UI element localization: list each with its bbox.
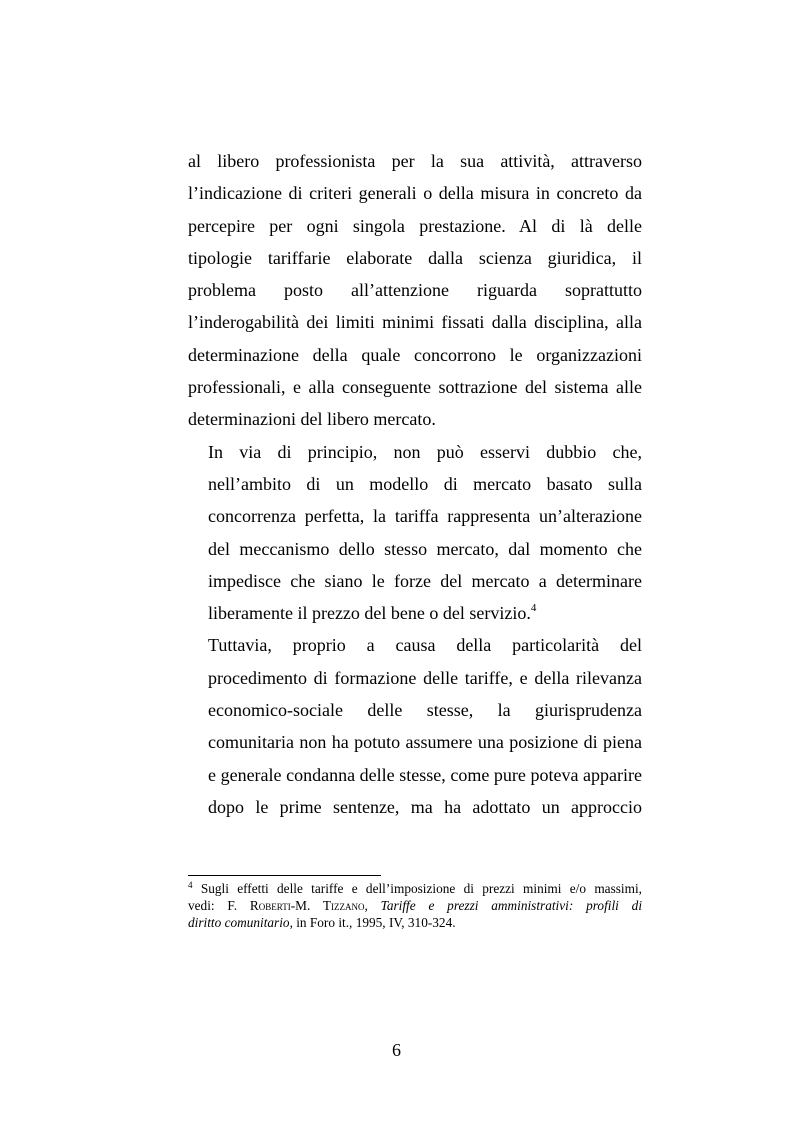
text-line: al libero professionista per la sua attività, attraverso	[188, 151, 642, 171]
footnote-reference[interactable]: 4	[530, 602, 537, 615]
paragraph-2	[188, 436, 642, 630]
text-segment: ,	[364, 898, 381, 913]
text-line: determinazione della quale concorrono le organizzazioni	[188, 344, 642, 365]
footnote-line	[188, 914, 642, 931]
text-line: nell’ambito di un modello di mercato basato sulla	[208, 473, 642, 494]
word: soprattutto	[564, 280, 642, 301]
text-segment: Sugli effetti delle tariffe e dell’imposizione di prezzi minimi e/o massimi,	[200, 881, 642, 896]
text-line: tipologie tariffarie elaborate dalla scienza giuridica, il	[188, 247, 642, 268]
text-segment: liberamente il prezzo del bene o del servizio.	[208, 603, 531, 624]
page-number: 6	[392, 1040, 401, 1060]
text-line	[188, 694, 642, 726]
footnote-number: 4	[188, 880, 193, 890]
text-line: Tuttavia, proprio a causa della particolarità del	[208, 635, 642, 656]
text-line	[188, 597, 642, 629]
text-line: dopo le prime sentenze, ma ha adottato un approccio	[208, 796, 642, 817]
footnote	[188, 880, 642, 931]
text-line: l’indicazione di criteri generali o della misura in concreto da	[188, 183, 642, 204]
word: economico-sociale	[208, 700, 343, 721]
word: delle	[367, 700, 403, 721]
text-line: e generale condanna delle stesse, come pure poteva apparire	[208, 764, 642, 785]
text-segment: vedi:	[188, 898, 228, 913]
text-line: l’inderogabilità dei limiti minimi fissati dalla disciplina, alla	[188, 312, 642, 333]
footnote-line	[188, 880, 642, 897]
text-line: professionali, e alla conseguente sottrazione del sistema alle	[188, 377, 642, 398]
footnote-separator	[188, 875, 381, 876]
paragraph-3	[188, 629, 642, 823]
text-line: del meccanismo dello stesso mercato, dal momento che	[208, 538, 642, 559]
word: all’attenzione	[351, 280, 449, 301]
text-line: In via di principio, non può esservi dubbio che,	[208, 441, 642, 462]
text-line: determinazioni del libero mercato.	[188, 409, 436, 430]
text-line: concorrenza perfetta, la tariffa rappresenta un’alterazione	[208, 506, 642, 527]
footnote-line	[188, 897, 642, 914]
text-line: percepire per ogni singola prestazione. Al di là delle	[188, 215, 642, 236]
word: posto	[284, 280, 324, 301]
word: la	[497, 700, 511, 721]
paragraph-1	[188, 145, 642, 436]
body-text	[188, 145, 642, 823]
word: giurisprudenza	[535, 700, 642, 721]
footnote-title: diritto comunitario	[188, 915, 290, 930]
word: riguarda	[477, 280, 537, 301]
text-line: comunitaria non ha potuto assumere una posizione di piena	[208, 732, 642, 753]
footnote-authors: F. Roberti-M. Tizzano	[227, 898, 365, 913]
text-line: procedimento di formazione delle tariffe, e della rilevanza	[208, 667, 642, 688]
word: stesse,	[426, 700, 474, 721]
footnote-title: Tariffe e prezzi amministrativi: profili di	[380, 898, 643, 913]
text-line	[188, 274, 642, 306]
text-line: impedisce che siano le forze del mercato a determinare	[208, 570, 642, 591]
word: problema	[188, 280, 256, 301]
text-segment: , in Foro it., 1995, IV, 310-324.	[289, 915, 456, 930]
